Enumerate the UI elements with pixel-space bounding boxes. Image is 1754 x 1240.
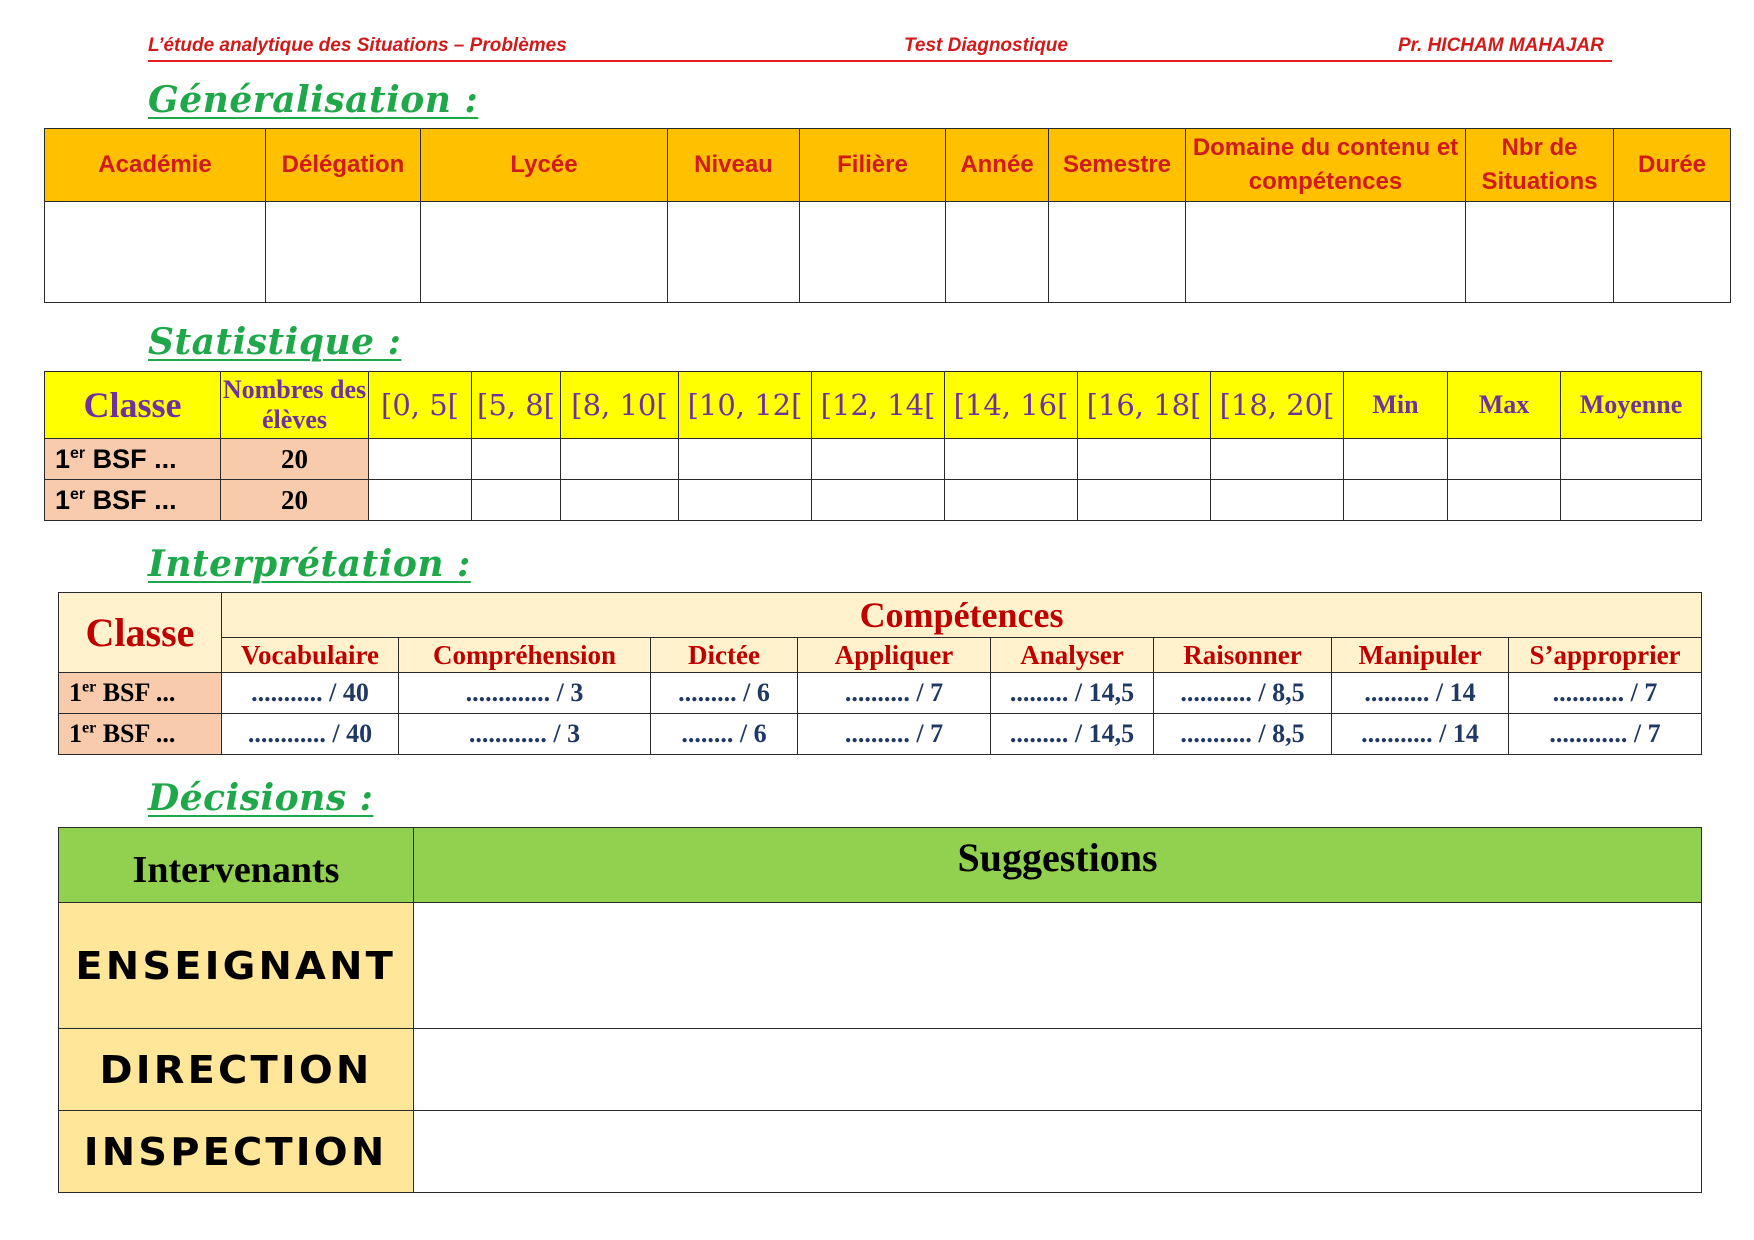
role-direction: DIRECTION <box>59 1029 414 1111</box>
score-vocabulaire[interactable]: ........... / 40 <box>222 673 399 714</box>
section-title-decisions: Décisions : <box>148 777 374 819</box>
classe-label: 1er BSF ... <box>59 714 222 755</box>
header-academie: Académie <box>45 129 266 202</box>
statistique-row <box>45 439 1702 480</box>
header-annee: Année <box>946 129 1049 202</box>
header-interval-5-8: [5, 8[ <box>472 372 561 439</box>
header-manipuler: Manipuler <box>1332 638 1509 673</box>
header-niveau: Niveau <box>668 129 800 202</box>
interpretation-table <box>58 592 1702 755</box>
stat-cell-moyenne[interactable] <box>1561 480 1702 521</box>
header-max: Max <box>1448 372 1561 439</box>
role-inspection: INSPECTION <box>59 1111 414 1193</box>
generalisation-header-row <box>45 129 1731 202</box>
header-interval-0-5: [0, 5[ <box>369 372 472 439</box>
header-domaine: Domaine du contenu et compétences <box>1186 129 1466 202</box>
decisions-table <box>58 827 1702 1193</box>
header-classe: Classe <box>45 372 221 439</box>
stat-cell-max[interactable] <box>1448 480 1561 521</box>
score-comprehension[interactable]: ............ / 3 <box>399 714 651 755</box>
stat-cell[interactable] <box>812 480 945 521</box>
competences-title-row <box>59 593 1702 638</box>
cell-filiere[interactable] <box>800 202 946 303</box>
stat-cell[interactable] <box>945 480 1078 521</box>
header-moyenne: Moyenne <box>1561 372 1702 439</box>
header-raisonner: Raisonner <box>1154 638 1332 673</box>
stat-cell-max[interactable] <box>1448 439 1561 480</box>
stat-cell[interactable] <box>472 480 561 521</box>
stat-cell[interactable] <box>1078 439 1211 480</box>
stat-cell-min[interactable] <box>1344 439 1448 480</box>
stat-cell[interactable] <box>369 480 472 521</box>
cell-duree[interactable] <box>1614 202 1731 303</box>
score-sapproprier[interactable]: ........... / 7 <box>1509 673 1702 714</box>
header-classe: Classe <box>59 593 222 673</box>
score-comprehension[interactable]: ............. / 3 <box>399 673 651 714</box>
header-interval-14-16: [14, 16[ <box>945 372 1078 439</box>
decisions-header-row <box>59 828 1702 903</box>
stat-cell-min[interactable] <box>1344 480 1448 521</box>
suggestion-enseignant[interactable] <box>414 903 1702 1029</box>
score-analyser[interactable]: ......... / 14,5 <box>991 714 1154 755</box>
header-interval-8-10: [8, 10[ <box>561 372 679 439</box>
stat-cell[interactable] <box>812 439 945 480</box>
classe-label: 1er BSF ... <box>59 673 222 714</box>
section-title-statistique: Statistique : <box>148 321 402 363</box>
decision-row-direction <box>59 1029 1702 1111</box>
section-title-interpretation: Interprétation : <box>148 543 471 585</box>
suggestion-inspection[interactable] <box>414 1111 1702 1193</box>
cell-academie[interactable] <box>45 202 266 303</box>
cell-delegation[interactable] <box>266 202 421 303</box>
classe-label: 1er BSF ... <box>45 439 221 480</box>
score-dictee[interactable]: ......... / 6 <box>651 673 798 714</box>
suggestion-direction[interactable] <box>414 1029 1702 1111</box>
cell-domaine[interactable] <box>1186 202 1466 303</box>
section-title-generalisation: Généralisation : <box>148 79 479 121</box>
score-raisonner[interactable]: ........... / 8,5 <box>1154 673 1332 714</box>
header-competences: Compétences <box>222 593 1702 638</box>
decision-row-enseignant <box>59 903 1702 1029</box>
header-intervenants: Intervenants <box>59 828 414 903</box>
header-interval-18-20: [18, 20[ <box>1211 372 1344 439</box>
page-header <box>148 32 1612 62</box>
stat-cell[interactable] <box>679 480 812 521</box>
stat-cell[interactable] <box>369 439 472 480</box>
stat-cell[interactable] <box>1211 439 1344 480</box>
header-sapproprier: S’approprier <box>1509 638 1702 673</box>
interpretation-row <box>59 714 1702 755</box>
competences-header-row <box>59 638 1702 673</box>
stat-cell[interactable] <box>1078 480 1211 521</box>
header-appliquer: Appliquer <box>798 638 991 673</box>
interpretation-row <box>59 673 1702 714</box>
header-duree: Durée <box>1614 129 1731 202</box>
stat-cell[interactable] <box>945 439 1078 480</box>
stat-cell-moyenne[interactable] <box>1561 439 1702 480</box>
header-suggestions: Suggestions <box>414 828 1702 903</box>
header-comprehension: Compréhension <box>399 638 651 673</box>
header-min: Min <box>1344 372 1448 439</box>
cell-nbr-situations[interactable] <box>1466 202 1614 303</box>
decision-row-inspection <box>59 1111 1702 1193</box>
generalisation-table <box>44 128 1731 303</box>
header-dictee: Dictée <box>651 638 798 673</box>
cell-annee[interactable] <box>946 202 1049 303</box>
score-vocabulaire[interactable]: ............ / 40 <box>222 714 399 755</box>
score-raisonner[interactable]: ........... / 8,5 <box>1154 714 1332 755</box>
score-sapproprier[interactable]: ............ / 7 <box>1509 714 1702 755</box>
score-appliquer[interactable]: .......... / 7 <box>798 714 991 755</box>
classe-label: 1er BSF ... <box>45 480 221 521</box>
nombre-eleves: 20 <box>221 480 369 521</box>
header-author: Pr. HICHAM MAHAJAR <box>1398 35 1604 56</box>
cell-lycee[interactable] <box>421 202 668 303</box>
generalisation-input-row <box>45 202 1731 303</box>
stat-cell[interactable] <box>561 439 679 480</box>
nombre-eleves: 20 <box>221 439 369 480</box>
header-delegation: Délégation <box>266 129 421 202</box>
role-enseignant: ENSEIGNANT <box>59 903 414 1029</box>
header-filiere: Filière <box>800 129 946 202</box>
stat-cell[interactable] <box>1211 480 1344 521</box>
header-analyser: Analyser <box>991 638 1154 673</box>
stat-cell[interactable] <box>472 439 561 480</box>
header-interval-16-18: [16, 18[ <box>1078 372 1211 439</box>
score-analyser[interactable]: ......... / 14,5 <box>991 673 1154 714</box>
score-manipuler[interactable]: ........... / 14 <box>1332 714 1509 755</box>
score-dictee[interactable]: ........ / 6 <box>651 714 798 755</box>
header-lycee: Lycée <box>421 129 668 202</box>
header-vocabulaire: Vocabulaire <box>222 638 399 673</box>
statistique-row <box>45 480 1702 521</box>
cell-niveau[interactable] <box>668 202 800 303</box>
header-left-title: L’étude analytique des Situations – Problèmes <box>148 35 567 56</box>
stat-cell[interactable] <box>679 439 812 480</box>
header-semestre: Semestre <box>1049 129 1186 202</box>
statistique-table <box>44 371 1702 521</box>
stat-cell[interactable] <box>561 480 679 521</box>
header-center-title: Test Diagnostique <box>904 35 1068 56</box>
statistique-header-row <box>45 372 1702 439</box>
score-manipuler[interactable]: .......... / 14 <box>1332 673 1509 714</box>
header-interval-12-14: [12, 14[ <box>812 372 945 439</box>
cell-semestre[interactable] <box>1049 202 1186 303</box>
score-appliquer[interactable]: .......... / 7 <box>798 673 991 714</box>
header-nbr-situations: Nbr de Situations <box>1466 129 1614 202</box>
header-nombres-eleves: Nombres des élèves <box>221 372 369 439</box>
header-interval-10-12: [10, 12[ <box>679 372 812 439</box>
